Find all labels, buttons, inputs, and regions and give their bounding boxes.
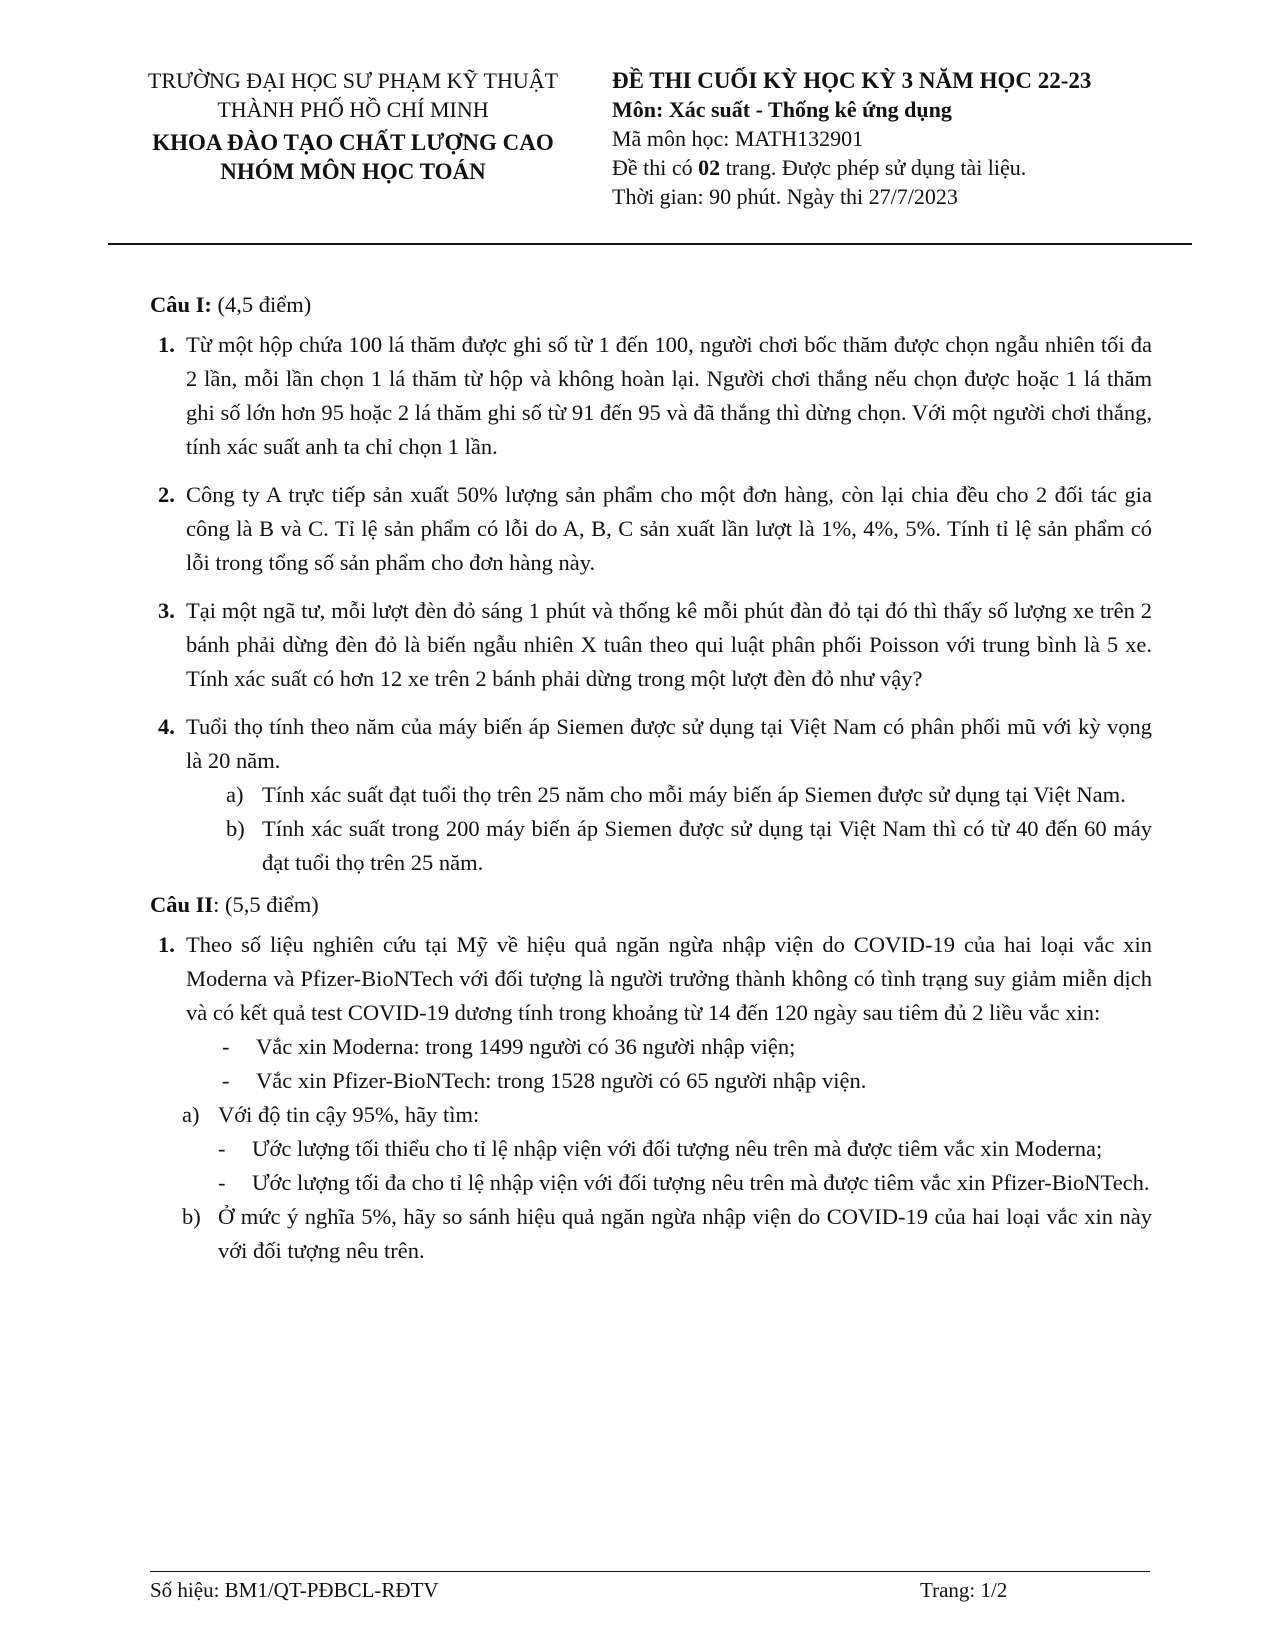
subject-group: NHÓM MÔN HỌC TOÁN	[220, 159, 486, 184]
page-number: Trang: 1/2	[920, 1578, 1008, 1602]
header-divider	[108, 243, 1192, 245]
question-1-1: 1. Từ một hộp chứa 100 lá thăm được ghi số từ 1 đến 100, người chơi bốc thăm được chọn ngẫu nhiên tối đa 2 lần, mỗi lần chọn 1 lá thăm từ hộp và không hoàn lại. Người chơi thắng nếu chọn được hoặc 1 lá thăm ghi số lớn hơn 95 hoặc 2 lá thăm ghi số từ 91 đến 95 và đã thắng thì dừng chọn. Với một người chơi thắng, tính xác suất anh ta chỉ chọn 1 lần.	[158, 332, 1152, 459]
exam-title: ĐỀ THI CUỐI KỲ HỌC KỲ 3 NĂM HỌC 22-23	[612, 68, 1092, 93]
question-2-1-b: b) Ở mức ý nghĩa 5%, hãy so sánh hiệu quả ngăn ngừa nhập viện do COVID-19 của hai loại vắc xin này với đối tượng nêu trên.	[182, 1204, 1152, 1263]
city-name: THÀNH PHỐ HỒ CHÍ MINH	[217, 97, 489, 122]
question-1-4-b: b) Tính xác suất trong 200 máy biến áp Siemen được sử dụng tại Việt Nam thì có từ 40 đến 60 máy đạt tuổi thọ trên 25 năm.	[226, 816, 1152, 875]
estimate-max-pfizer: - Ước lượng tối đa cho tỉ lệ nhập viện với đối tượng nêu trên mà được tiêm vắc xin Pfizer-BioNTech.	[218, 1170, 1150, 1195]
section-2-title: Câu II: (5,5 điểm)	[150, 892, 319, 917]
exam-info	[612, 66, 1172, 211]
pfizer-data: - Vắc xin Pfizer-BioNTech: trong 1528 người có 65 người nhập viện.	[222, 1068, 867, 1093]
question-2-1-a: a) Với độ tin cậy 95%, hãy tìm:	[182, 1102, 480, 1127]
faculty-name: KHOA ĐÀO TẠO CHẤT LƯỢNG CAO	[152, 130, 554, 155]
question-2-1: 1. Theo số liệu nghiên cứu tại Mỹ về hiệu quả ngăn ngừa nhập viện do COVID-19 của hai loại vắc xin Moderna và Pfizer-BioNTech với đối tượng là người trưởng thành không có tình trạng suy giảm miễn dịch và có kết quả test COVID-19 dương tính trong khoảng từ 14 đến 120 ngày sau tiêm đủ 2 liều vắc xin: - Vắc xin Moderna: trong 1499 người có 36 người nhập viện; - Vắc xin Pfizer-BioNTech: trong 1528 người có 65 người nhập viện.	[150, 928, 1152, 1098]
estimate-min-moderna: - Ước lượng tối thiểu cho tỉ lệ nhập viện với đối tượng nêu trên mà được tiêm vắc xin Moderna;	[218, 1136, 1103, 1161]
exam-time: Thời gian: 90 phút. Ngày thi 27/7/2023	[612, 184, 958, 209]
question-1-3: 3. Tại một ngã tư, mỗi lượt đèn đỏ sáng 1 phút và thống kê mỗi phút đàn đỏ tại đó thì thấy số lượng xe trên 2 bánh phải dừng đèn đỏ là biến ngẫu nhiên X tuân theo qui luật phân phối Poisson với trung bình là 5 xe. Tính xác suất có hơn 12 xe trên 2 bánh phải dừng trong một lượt đèn đỏ như vậy?	[158, 598, 1152, 691]
course-code: Mã môn học: MATH132901	[612, 126, 864, 151]
page-info: Đề thi có 02 trang. Được phép sử dụng tài liệu.	[612, 155, 1027, 180]
question-1-4-a: a) Tính xác suất đạt tuổi thọ trên 25 năm cho mỗi máy biến áp Siemen được sử dụng tại Việt Nam.	[226, 782, 1126, 807]
footer-divider	[150, 1571, 1150, 1572]
moderna-data: - Vắc xin Moderna: trong 1499 người có 36 người nhập viện;	[222, 1034, 796, 1059]
exam-content	[150, 288, 1152, 1268]
document-code: Số hiệu: BM1/QT-PĐBCL-RĐTV	[150, 1578, 439, 1602]
question-1-2: 2. Công ty A trực tiếp sản xuất 50% lượng sản phẩm cho một đơn hàng, còn lại chia đều cho 2 đối tác gia công là B và C. Tỉ lệ sản phẩm có lỗi do A, B, C sản xuất lần lượt là 1%, 4%, 5%. Tính tỉ lệ sản phẩm có lỗi trong tổng số sản phẩm cho đơn hàng này.	[158, 482, 1152, 575]
question-1-4: 4. Tuổi thọ tính theo năm của máy biến áp Siemen được sử dụng tại Việt Nam có phân phối mũ với kỳ vọng là 20 năm. a) Tính xác suất đạt tuổi thọ trên 25 năm cho mỗi máy biến áp Siemen được sử dụng tại Việt Nam. b) Tính xác suất trong 200 máy biến áp Siemen được sử dụng tại Việt Nam thì có từ 40 đến 60 máy đạt tuổi thọ trên 25 năm.	[150, 710, 1152, 880]
subject-name: Môn: Xác suất - Thống kê ứng dụng	[612, 97, 952, 122]
section-1-title: Câu I: (4,5 điểm)	[150, 292, 312, 317]
school-header	[118, 66, 588, 186]
university-name: TRƯỜNG ĐẠI HỌC SƯ PHẠM KỸ THUẬT	[147, 68, 559, 93]
page-count: 02	[698, 155, 721, 180]
